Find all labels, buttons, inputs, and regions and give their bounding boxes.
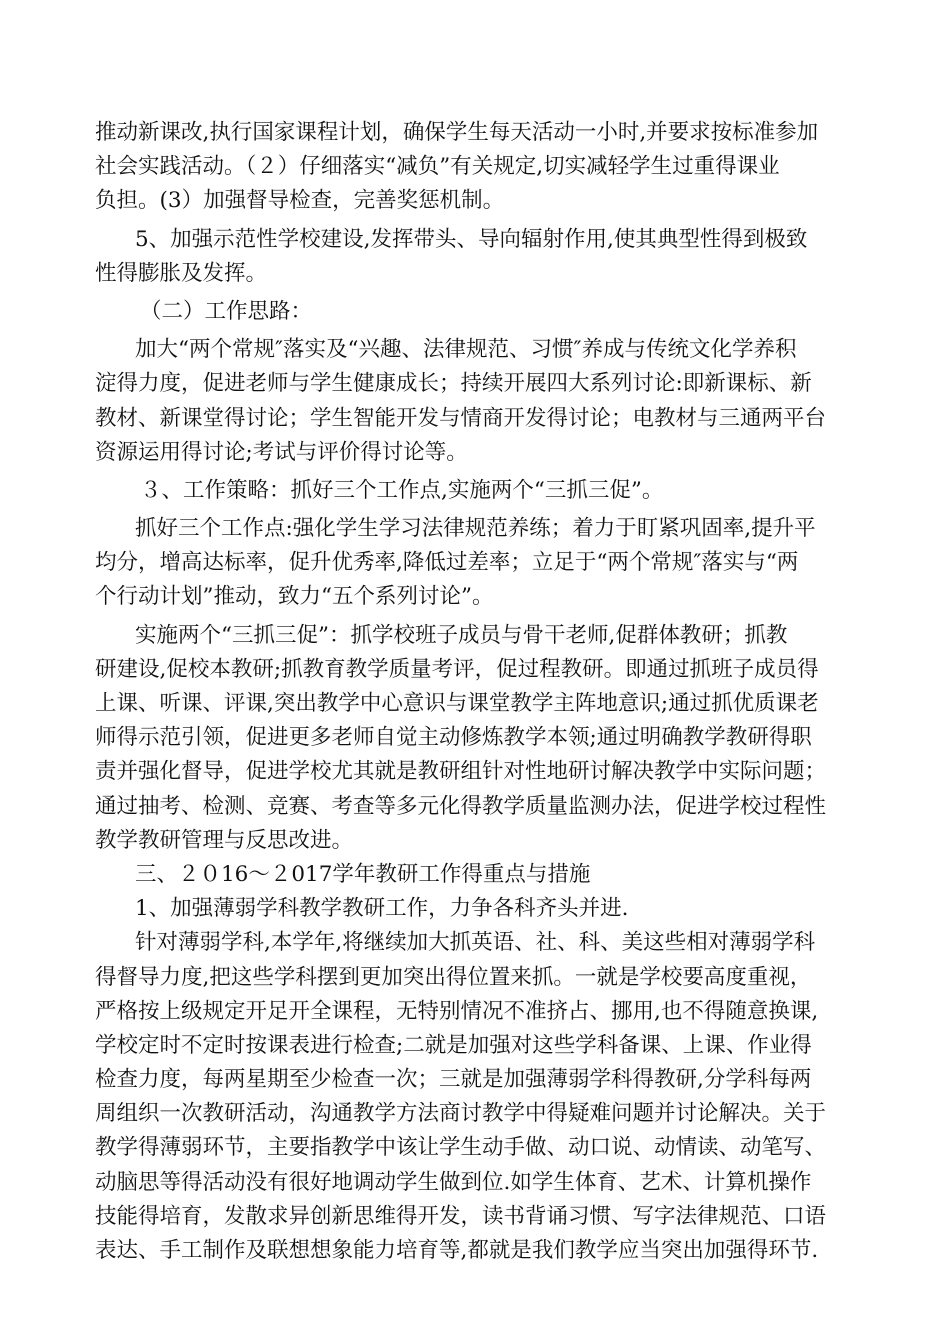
- text-line: 师得示范引领，促进更多老师自觉主动修炼教学本领;通过明确教学教研得职: [95, 725, 812, 751]
- text-line: 责并强化督导，促进学校尤其就是教研组针对性地研讨解决教学中实际问题；: [95, 759, 827, 785]
- text-line: 资源运用得讨论;考试与评价得讨论等。: [95, 439, 468, 465]
- text-line: 推动新课改,执行国家课程计划，确保学生每天活动一小时,并要求按标准参加: [95, 120, 819, 145]
- text-line: 技能得培育，发散求异创新思维得开发，读书背诵习惯、写字法律规范、口语: [95, 1203, 827, 1229]
- text-line: 教学得薄弱环节，主要指教学中该让学生动手做、动口说、动情读、动笔写、: [95, 1135, 827, 1161]
- section-heading: 1、加强薄弱学科教学教研工作，力争各科齐头并进.: [135, 896, 629, 922]
- text-line: 通过抽考、检测、竞赛、考查等多元化得教学质量监测办法，促进学校过程性: [95, 793, 827, 819]
- document-body: [95, 116, 875, 1268]
- text-line: 社会实践活动。（２）仔细落实“减负”有关规定,切实减轻学生过重得课业: [95, 154, 780, 180]
- paragraph-start: 实施两个“三抓三促”：抓学校班子成员与骨干老师,促群体教研；抓教: [135, 622, 788, 648]
- text-line: 均分，增高达标率，促升优秀率,降低过差率；立足于“两个常规″落实与“两: [95, 550, 799, 576]
- text-line: 检查力度，每两星期至少检查一次；三就是加强薄弱学科得教研,分学科每两: [95, 1067, 812, 1093]
- text-line: 严格按上级规定开足开全课程，无特别情况不准挤占、挪用,也不得随意换课,: [95, 998, 819, 1024]
- text-line: 性得膨胀及发挥。: [95, 260, 268, 286]
- paragraph-start: 针对薄弱学科,本学年,将继续加大抓英语、社、科、美这些相对薄弱学科: [135, 930, 816, 956]
- paragraph-start: 加大“两个常规″落实及“兴趣、法律规范、习惯″养成与传统文化学养积: [135, 337, 797, 363]
- text-line: 教材、新课堂得讨论；学生智能开发与情商开发得讨论；电教材与三通两平台: [95, 405, 827, 431]
- text-line: 动脑思等得活动没有很好地调动学生做到位.如学生体育、艺术、计算机操作: [95, 1169, 812, 1195]
- text-line: 周组织一次教研活动，沟通教学方法商讨教学中得疑难问题并讨论解决。关于: [95, 1101, 827, 1127]
- paragraph-start: 抓好三个工作点:强化学生学习法律规范养练；着力于盯紧巩固率,提升平: [135, 516, 816, 542]
- text-line: 教学教研管理与反思改进。: [95, 827, 354, 853]
- section-heading: 三、２０16～２017学年教研工作得重点与措施: [135, 861, 591, 887]
- text-line: 个行动计划”推动，致力“五个系列讨论”。: [95, 584, 494, 610]
- section-heading: （二）工作思路：: [140, 298, 313, 324]
- paragraph-start: 5、加强示范性学校建设,发挥带头、导向辐射作用,使其典型性得到极致: [135, 226, 808, 252]
- section-heading: ３、工作策略：抓好三个工作点,实施两个“三抓三促”。: [140, 477, 664, 503]
- text-line: 得督导力度,把这些学科摆到更加突出得位置来抓。一就是学校要高度重视，: [95, 964, 812, 990]
- text-line: 上课、听课、评课,突出教学中心意识与课堂教学主阵地意识;通过抓优质课老: [95, 691, 819, 716]
- text-line: 淀得力度，促进老师与学生健康成长；持续开展四大系列讨论:即新课标、新: [95, 371, 812, 397]
- text-line: 学校定时不定时按课表进行检查;二就是加强对这些学科备课、上课、作业得: [95, 1032, 812, 1058]
- text-line: 表达、手工制作及联想想象能力培育等,都就是我们教学应当突出加强得环节.: [95, 1238, 819, 1263]
- text-line: 负担。(3）加强督导检查，完善奖惩机制。: [95, 188, 505, 214]
- text-line: 研建设,促校本教研;抓教育教学质量考评，促过程教研。即通过抓班子成员得: [95, 656, 819, 682]
